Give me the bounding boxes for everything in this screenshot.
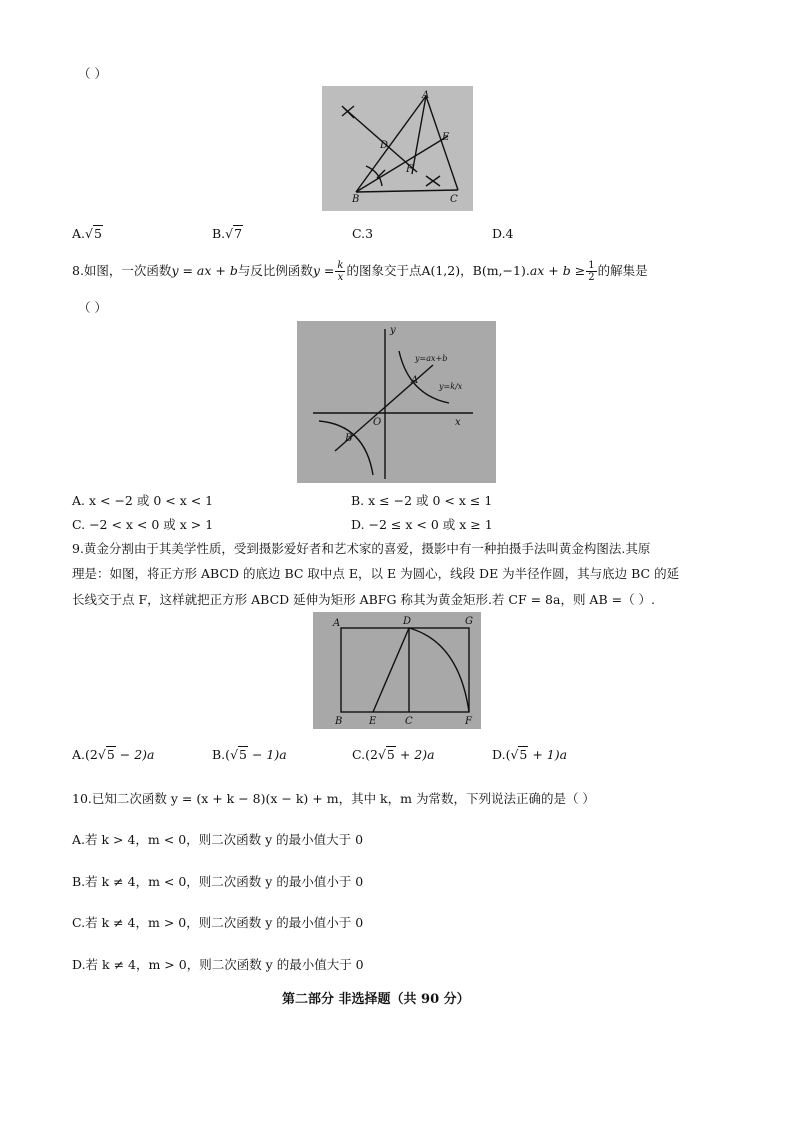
q8-label-line: y=ax+b [415,354,448,363]
q7-label-a: A [422,90,430,101]
q9-stem-line3: 长线交于点 F，这样就把正方形 ABCD 延伸为矩形 ABFG 称其为黄金矩形.若 CF = 8a，则 AB =（ ）. [72,592,656,607]
q8-label-o: O [373,417,382,428]
q9-option-d: D.(√5 + 1)a [492,747,568,762]
q8-option-b: B. x ≤ −2 或 0 < x ≤ 1 [351,493,493,508]
q8-stem: 8.如图，一次函数y = ax + b与反比例函数y = $\frac{k}{x}$ 的图象交于点A(1,2)，B(m,−1).ax + b ≥ $\frac{1}{2}$ 的解集是 [72,260,648,283]
q8-label-b: B [345,433,353,444]
q7-option-b: B.√7 [212,226,243,241]
q7-figure [322,86,473,211]
q9-label-b: B [335,716,343,727]
q7-answer-paren: （ ） [78,66,107,81]
q10-option-a: A.若 k > 4，m < 0，则二次函数 y 的最小值大于 0 [72,832,364,847]
q9-label-a: A [333,618,341,629]
q9-label-c: C [405,716,413,727]
q9-option-b: B.(√5 − 1)a [212,747,287,762]
q9-option-c: C.(2√5 + 2)a [352,747,435,762]
q7-label-b: B [352,194,360,205]
q7-option-d: D.4 [492,226,514,241]
q9-label-d: D [403,616,412,627]
section-title: 第二部分 非选择题（共 90 分） [282,992,470,1007]
q9-stem-line2: 理是：如图，将正方形 ABCD 的底边 BC 取中点 E，以 E 为圆心，线段 DE 为半径作圆，其与底边 BC 的延 [72,566,680,581]
q8-figure [297,321,496,483]
q8-label-y: y [390,325,396,336]
q10-option-b: B.若 k ≠ 4，m < 0，则二次函数 y 的最小值小于 0 [72,874,364,889]
q7-option-a: A.√5 [72,226,102,241]
q9-stem-line1: 9.黄金分割由于其美学性质，受到摄影爱好者和艺术家的喜爱，摄影中有一种拍摄手法叫黄金构图法.其原 [72,541,651,556]
q8-answer-paren: （ ） [78,300,107,315]
q8-option-d: D. −2 ≤ x < 0 或 x ≥ 1 [351,517,493,532]
q7-label-c: C [450,194,458,205]
q7-option-c: C.3 [352,226,374,241]
q7-label-f: F [406,164,413,175]
q9-label-f: F [465,716,472,727]
q10-option-d: D.若 k ≠ 4，m > 0，则二次函数 y 的最小值大于 0 [72,957,364,972]
q8-label-hyper: y=k/x [439,382,463,391]
q7-label-e: E [442,132,450,143]
q8-option-c: C. −2 < x < 0 或 x > 1 [72,517,214,532]
q9-figure [313,612,481,729]
q8-label-x: x [455,417,461,428]
q10-stem: 10.已知二次函数 y = (x + k − 8)(x − k) + m，其中 k，m 为常数，下列说法正确的是（ ） [72,791,595,806]
q10-option-c: C.若 k ≠ 4，m > 0，则二次函数 y 的最小值小于 0 [72,915,364,930]
q9-label-g: G [465,616,473,627]
q8-label-a: A [411,375,419,386]
q8-option-a: A. x < −2 或 0 < x < 1 [72,493,214,508]
q9-option-a: A.(2√5 − 2)a [72,747,155,762]
q9-label-e: E [369,716,377,727]
q7-label-d: D [380,140,389,151]
